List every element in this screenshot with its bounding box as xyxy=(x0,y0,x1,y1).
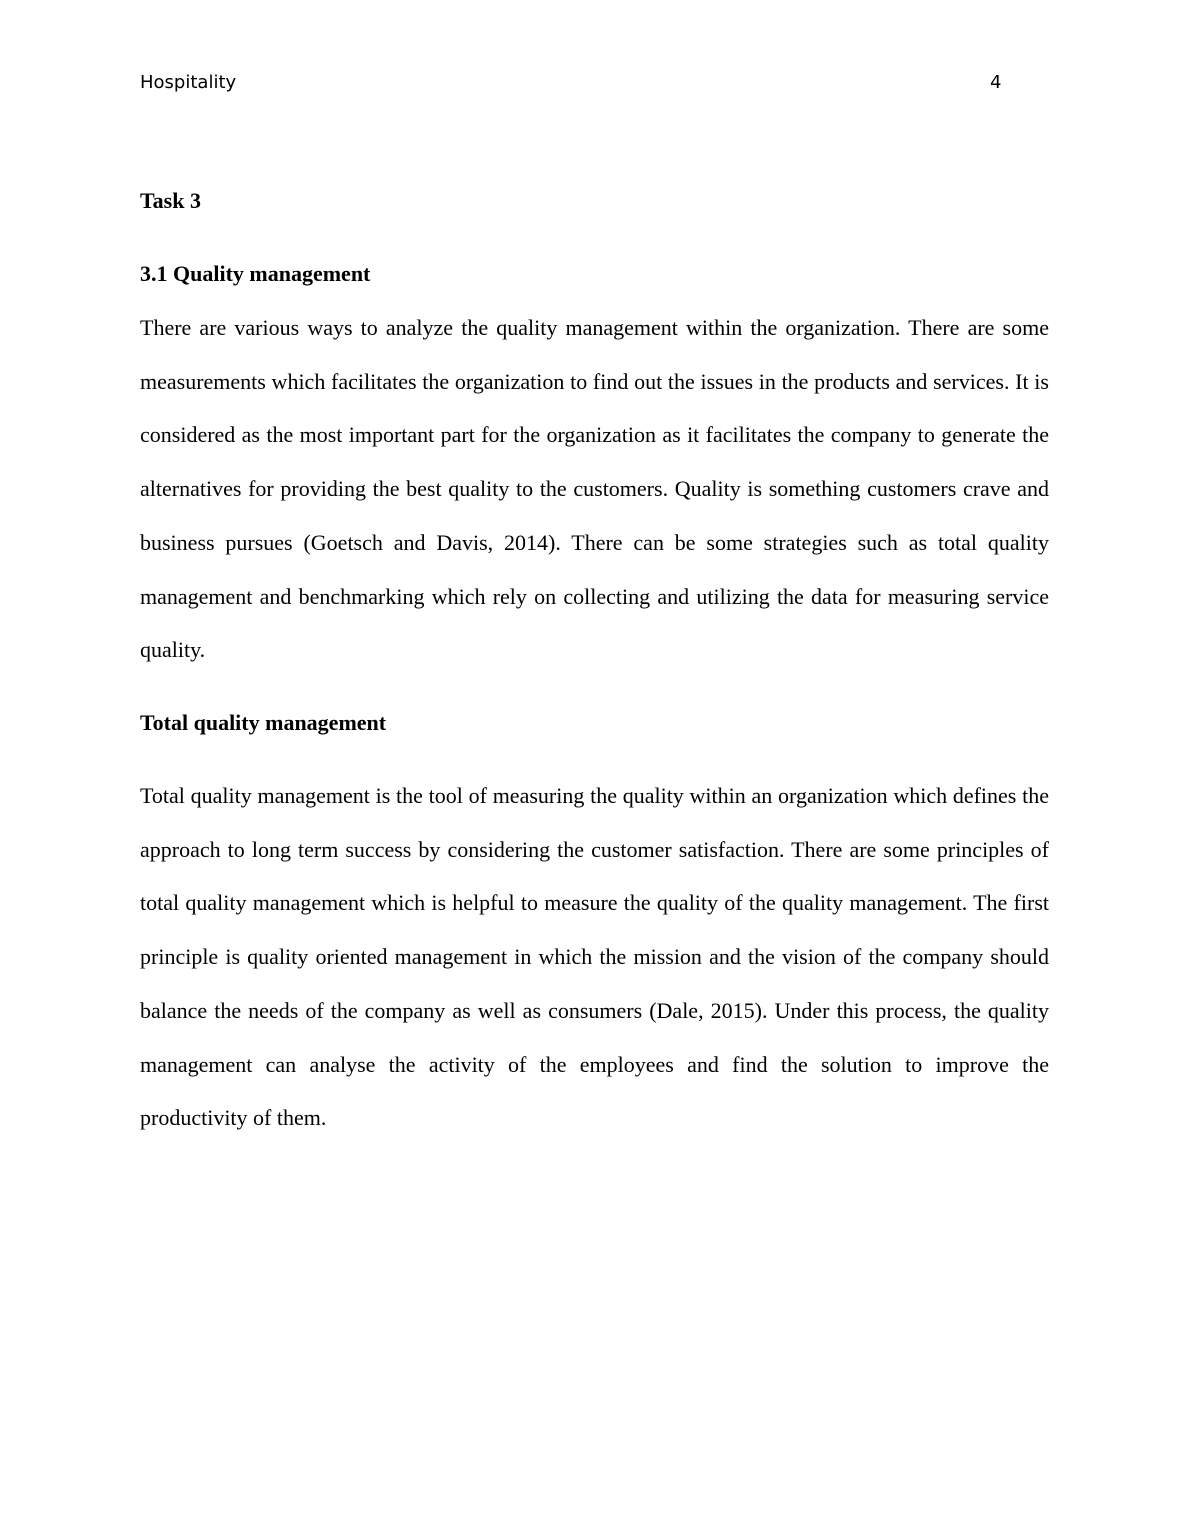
section-heading-quality-management: 3.1 Quality management xyxy=(140,261,371,286)
section-heading-total-quality-management: Total quality management xyxy=(140,710,387,735)
page-number: 4 xyxy=(990,72,1002,93)
running-header-title: Hospitality xyxy=(140,72,237,93)
task-heading: Task 3 xyxy=(140,188,201,213)
quality-management-paragraph: There are various ways to analyze the quality management within the organization. There are some measurements which facilitates the organization to find out the issues in the products and services. It is considered as the most important part for the organization as it facilitates the company to generate the alternatives for providing the best quality to the customers. Quality is something customers crave and business pursues (Goetsch and Davis, 2014). There can be some strategies such as total quality management and benchmarking which rely on collecting and utilizing the data for measuring service quality. xyxy=(140,315,1049,663)
total-quality-management-paragraph: Total quality management is the tool of measuring the quality within an organization which defines the approach to long term success by considering the customer satisfaction. There are some principles of total quality management which is helpful to measure the quality of the quality management. The first principle is quality oriented management in which the mission and the vision of the company should balance the needs of the company as well as consumers (Dale, 2015). Under this process, the quality management can analyse the activity of the employees and find the solution to improve the productivity of them. xyxy=(140,783,1049,1131)
